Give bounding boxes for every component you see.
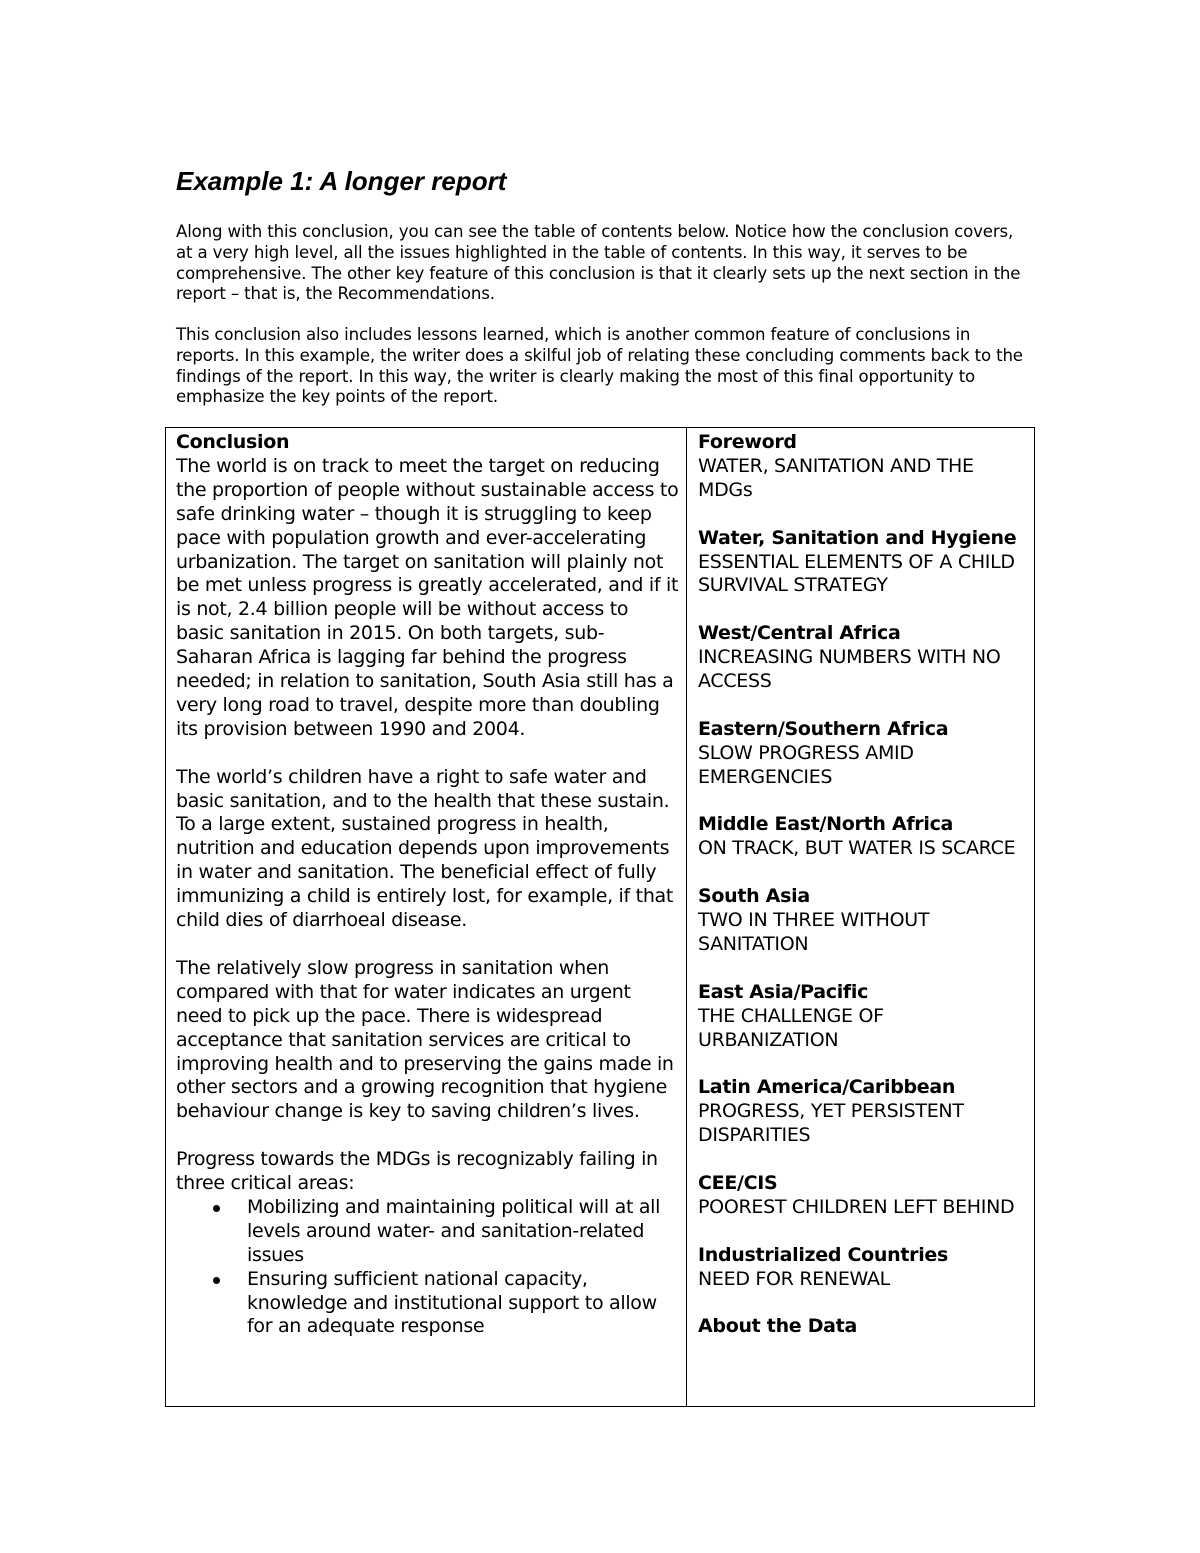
conclusion-paragraph-1: The world is on track to meet the target on reducing the proportion of people without sustainable access to safe drinking water – though it is struggling to keep pace with population growth and ever-accelerating urbanization. The target on sanitation will plainly not be met unless progress is greatly accelerated, and if it is not, 2.4 billion people will be without access to basic sanitation in 2015. On both targets, sub-Saharan Africa is lagging far behind the progress needed; in relation to sanitation, South Asia still has a very long road to travel, despite more than doubling its provision between 1990 and 2004.: [176, 454, 679, 740]
toc-entry: [698, 1244, 1028, 1292]
toc-entry-title: West/Central Africa: [698, 622, 901, 645]
toc-entry: [698, 1315, 1028, 1339]
toc-entry: [698, 527, 1028, 599]
toc-entry: [698, 718, 1028, 790]
toc-entry-title: Latin America/Caribbean: [698, 1076, 956, 1099]
toc-entry-subtitle: ON TRACK, BUT WATER IS SCARCE: [698, 837, 1016, 860]
bullet-text: Ensuring sufficient national capacity, knowledge and institutional support to allow for an adequate response: [247, 1267, 657, 1338]
conclusion-paragraph-3: The relatively slow progress in sanitation when compared with that for water indicates an urgent need to pick up the pace. There is widespread acceptance that sanitation services are critical to improving health and to preserving the gains made in other sectors and a growing recognition that hygiene behaviour change is key to saving children’s lives.: [176, 956, 674, 1123]
toc-entry: [698, 885, 1028, 957]
bullet-text: Mobilizing and maintaining political will at all levels around water- and sanitation-related issues: [247, 1195, 661, 1266]
toc-entry: [698, 1172, 1028, 1220]
conclusion-cell: [166, 428, 687, 1406]
toc-entry-title: Middle East/North Africa: [698, 813, 954, 836]
toc-entry-title: South Asia: [698, 885, 810, 908]
list-item: [176, 1196, 680, 1268]
toc-entry-title: Foreword: [698, 431, 797, 453]
toc-entry: [698, 1076, 1028, 1148]
toc-entry: [698, 981, 1028, 1053]
toc-entry-subtitle: POOREST CHILDREN LEFT BEHIND: [698, 1195, 1015, 1218]
list-item: [176, 1268, 680, 1340]
toc-entry-subtitle: WATER, SANITATION AND THE MDGs: [698, 454, 974, 501]
conclusion-contents-table: [165, 427, 1035, 1407]
toc-entry-title: Water, Sanitation and Hygiene: [698, 526, 1017, 549]
toc-entry-title: Industrialized Countries: [698, 1243, 949, 1266]
conclusion-paragraph-2: The world’s children have a right to safe water and basic sanitation, and to the health that these sustain. To a large extent, sustained progress in health, nutrition and education depends upon improvements in water and sanitation. The beneficial effect of fully immunizing a child is entirely lost, for example, if that child dies of diarrhoeal disease.: [176, 765, 674, 932]
intro-paragraph-2: This conclusion also includes lessons learned, which is another common feature of conclusions in reports. In this example, the writer does a skilful job of relating these concluding comments back to the findings of the report. In this way, the writer is clearly making the most of this final opportunity to emphasize the key points of the report.: [176, 325, 1023, 407]
bullet-icon: [213, 1277, 220, 1284]
toc-entry-subtitle: THE CHALLENGE OF URBANIZATION: [698, 1004, 884, 1051]
table-of-contents-cell: [687, 428, 1034, 1406]
toc-entry: [698, 431, 1028, 503]
intro-paragraph-1: Along with this conclusion, you can see the table of contents below. Notice how the conclusion covers, at a very high level, all the issues highlighted in the table of contents. In this way, it serves to be comprehensive. The other key feature of this conclusion is that it clearly sets up the next section in the report – that is, the Recommendations.: [176, 222, 1021, 304]
toc-entry: [698, 813, 1028, 861]
toc-entry-title: Eastern/Southern Africa: [698, 717, 949, 740]
toc-entry-subtitle: ESSENTIAL ELEMENTS OF A CHILD SURVIVAL STRATEGY: [698, 550, 1015, 597]
toc-entry-title: East Asia/Pacific: [698, 980, 869, 1003]
bullet-icon: [213, 1205, 220, 1212]
toc-entry: [698, 622, 1028, 694]
toc-entry-subtitle: INCREASING NUMBERS WITH NO ACCESS: [698, 646, 1001, 693]
toc-entry-subtitle: NEED FOR RENEWAL: [698, 1267, 890, 1290]
page-heading: Example 1: A longer report: [176, 166, 507, 196]
conclusion-paragraph-4: Progress towards the MDGs is recognizably failing in three critical areas:: [176, 1148, 658, 1195]
toc-entry-title: About the Data: [698, 1315, 857, 1338]
toc-entry-title: CEE/CIS: [698, 1171, 778, 1194]
conclusion-title: Conclusion: [176, 431, 290, 453]
toc-entry-subtitle: PROGRESS, YET PERSISTENT DISPARITIES: [698, 1100, 964, 1147]
toc-entry-subtitle: TWO IN THREE WITHOUT SANITATION: [698, 909, 930, 955]
conclusion-bullet-list: [176, 1196, 680, 1339]
toc-entry-subtitle: SLOW PROGRESS AMID EMERGENCIES: [698, 741, 914, 788]
